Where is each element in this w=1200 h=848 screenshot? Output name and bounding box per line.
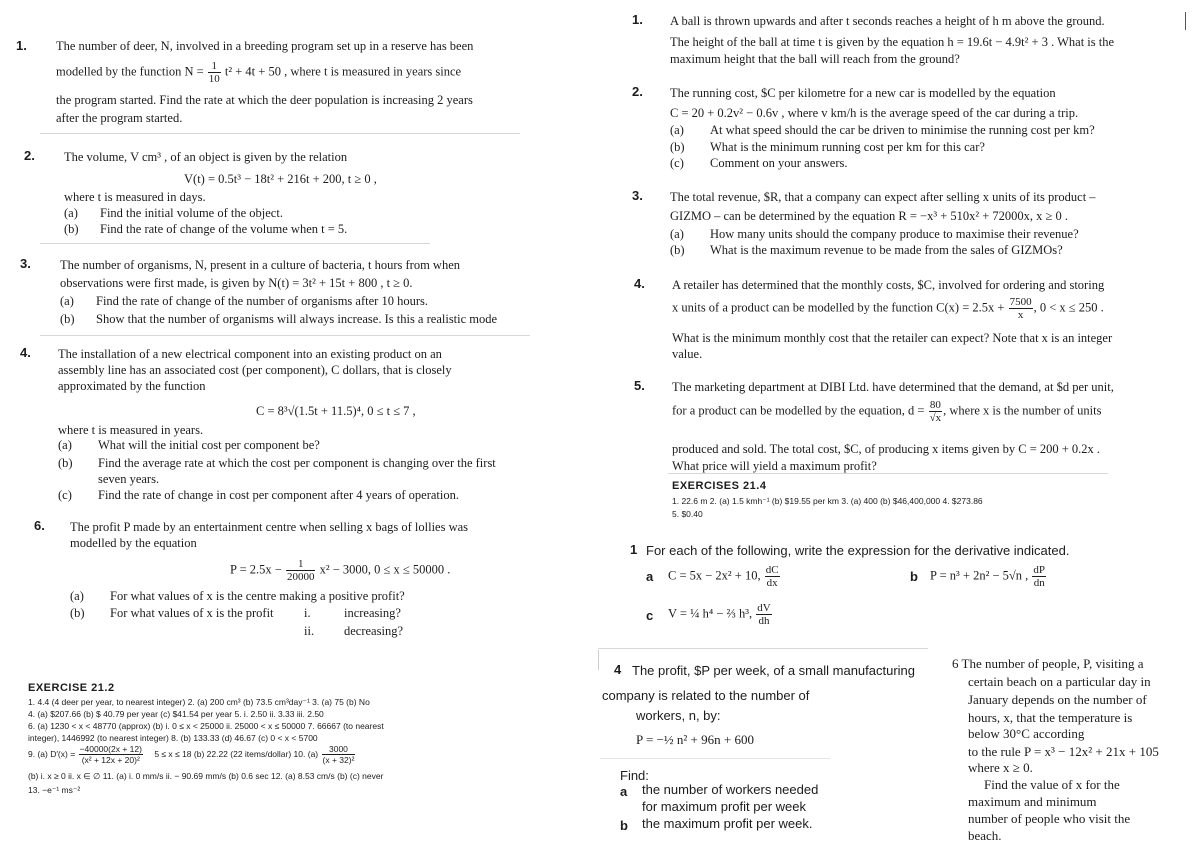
question-text: modelled by the equation [70, 536, 197, 550]
question-text: modelled by the function N = $\frac{1}{10}$ t² + 4t + 50 , where t is measured in years since [56, 60, 462, 85]
part-c: (c) Comment on your answers. [670, 156, 848, 170]
question-number: 1. [16, 38, 27, 53]
question-number: 2. [632, 84, 643, 99]
answer-line: 4. (a) $207.66 (b) $ 40.79 per year (c) $41.54 per year 5. i. 2.50 ii. 3.33 iii. 2.50 [28, 709, 324, 719]
question-text: where t is measured in days. [64, 190, 206, 204]
answer-line: 9. (a) D′(x) = $\frac{-40000(2x + 12)}{\text{(x² + 12x + 20)²}}$ 5 ≤ x ≤ 18 (b) 22.22 (22 items/dollar) 10. (a) $\frac{3000}{\text{(x + 32)²}}$ [28, 744, 355, 765]
answer-line: 5. $0.40 [672, 509, 703, 519]
part-b: the maximum profit per week. [642, 816, 813, 831]
question-text: GIZMO – can be determined by the equation R = −x³ + 510x² + 72000x, x ≥ 0 . [670, 209, 1069, 223]
part-b: (b) What is the minimum running cost per km for this car? [670, 140, 985, 154]
question-text: approximated by the function [58, 379, 206, 393]
question-text: observations were first made, is given by N(t) = 3t² + 15t + 800 , t ≥ 0. [60, 276, 413, 290]
question-number: 3. [632, 188, 643, 203]
question-text: maximum and minimum [968, 794, 1097, 809]
answer-line: 1. 4.4 (4 deer per year, to nearest integer) 2. (a) 200 cm³ (b) 73.5 cm³day⁻¹ 3. (a) 75 (b) No [28, 697, 370, 707]
question-text: Find the value of x for the [984, 777, 1120, 792]
question-number: 4 [614, 662, 622, 677]
answers-heading: EXERCISES 21.4 [672, 480, 767, 492]
question-text: What price will yield a maximum profit? [672, 459, 877, 473]
question-text: produced and sold. The total cost, $C, of producing x items given by C = 200 + 0.2x . [672, 442, 1101, 456]
question-text: The installation of a new electrical component into an existing product on an [58, 347, 442, 361]
part-label: c [646, 608, 654, 623]
part-c-expression: V = ¼ h⁴ − ⅔ h³, $\frac{dV}{dh}$ [668, 602, 771, 627]
question-text: value. [672, 347, 703, 361]
part-a: (a) For what values of x is the centre making a positive profit? [70, 589, 405, 603]
answers-heading: EXERCISE 21.2 [28, 682, 115, 694]
question-text: where x ≥ 0. [968, 760, 1033, 775]
fraction: $\frac{1}{10}$ [208, 60, 220, 85]
question-number: 1 [630, 542, 638, 557]
part-a: (a) Find the rate of change of the number of organisms after 10 hours. [60, 294, 428, 308]
question-text: The profit P made by an entertainment centre when selling x bags of lollies was [70, 520, 469, 534]
question-text: What is the minimum monthly cost that the retailer can expect? Note that x is an integer [672, 331, 1113, 345]
divider [40, 335, 530, 336]
part-a: (a) At what speed should the car be driven to minimise the running cost per km? [670, 123, 1095, 137]
part-b: (b) Show that the number of organisms will always increase. Is this a realistic mode [60, 312, 498, 326]
question-text: certain beach on a particular day in [968, 674, 1151, 689]
question-text: The running cost, $C per kilometre for a new car is modelled by the equation [670, 86, 1056, 100]
margin-mark [1185, 12, 1186, 30]
question-number: 5. [634, 378, 645, 393]
part-b: (b) For what values of x is the profit [70, 606, 274, 620]
part-b-continued: seven years. [98, 472, 160, 486]
part-a-expression: C = 5x − 2x² + 10, $\frac{dC}{dx}$ [668, 564, 779, 589]
question-number: 4. [20, 345, 31, 360]
question-text: January depends on the number of [968, 692, 1147, 707]
question-text: The marketing department at DIBI Ltd. have determined that the demand, at $d per unit, [672, 380, 1114, 394]
part-b: (b) Find the average rate at which the cost per component is changing over the first [58, 456, 496, 470]
find-label: Find: [620, 768, 649, 783]
part-b: (b) What is the maximum revenue to be made from the sales of GIZMOs? [670, 243, 1063, 257]
equation: V(t) = 0.5t³ − 18t² + 216t + 200, t ≥ 0 , [184, 172, 377, 186]
part-label: a [620, 784, 628, 799]
fraction: $\frac{80}{√x}$ [929, 399, 942, 424]
answer-line: (b) i. x ≥ 0 ii. x ∈ ∅ 11. (a) i. 0 mm/s ii. − 90.69 mm/s (b) 0.6 sec 12. (a) 8.53 cm/s (b) (c) never [28, 771, 384, 781]
part-a: (a) How many units should the company produce to maximise their revenue? [670, 227, 1079, 241]
divider [600, 758, 830, 759]
question-number: 2. [24, 148, 35, 163]
question-number: 3. [20, 256, 31, 271]
part-b-ii: ii. decreasing? [304, 624, 403, 638]
question-text: below 30°C according [968, 726, 1085, 741]
question-text: for a product can be modelled by the equation, d = $\frac{80}{√x}$ , where x is the number of units [672, 399, 1102, 424]
question-number: 4. [634, 276, 645, 291]
question-text: x units of a product can be modelled by the function C(x) = 2.5x + $\frac{7500}{x}$ , 0 < x ≤ 250 . [672, 296, 1104, 321]
question-text: A retailer has determined that the monthly costs, $C, involved for ordering and storing [672, 278, 1105, 292]
part-label: b [910, 569, 918, 584]
question-text: to the rule P = x³ − 12x² + 21x + 105 [968, 744, 1159, 759]
fraction: $\frac{dP}{dn}$ [1033, 564, 1045, 589]
question-text: The profit, $P per week, of a small manufacturing [632, 663, 916, 678]
question-number: 6. [34, 518, 45, 533]
question-text: assembly line has an associated cost (per component), C dollars, that is closely [58, 363, 452, 377]
question-text: company is related to the number of [602, 688, 810, 703]
question-text: where t is measured in years. [58, 423, 204, 437]
part-a: (a) What will the initial cost per component be? [58, 438, 320, 452]
question-text: 6 The number of people, P, visiting a [952, 656, 1144, 671]
question-text: after the program started. [56, 111, 183, 125]
question-text: A ball is thrown upwards and after t seconds reaches a height of h m above the ground. [670, 14, 1105, 28]
part-c: (c) Find the rate of change in cost per component after 4 years of operation. [58, 488, 459, 502]
fraction: $\frac{dC}{dx}$ [765, 564, 779, 589]
question-text: number of people who visit the [968, 811, 1131, 826]
box-edge [598, 650, 599, 670]
answer-line: 13. −e⁻¹ ms⁻² [28, 785, 81, 795]
fraction: $\frac{-40000(2x + 12)}{\text{(x² + 12x + 20)²}}$ [79, 744, 142, 765]
question-text: maximum height that the ball will reach from the ground? [670, 52, 960, 66]
question-text: workers, n, by: [636, 708, 721, 723]
part-b-i: i. increasing? [304, 606, 401, 620]
question-number: 6 [952, 656, 959, 671]
part-a: the number of workers needed [642, 782, 819, 797]
question-text: The height of the ball at time t is given by the equation h = 19.6t − 4.9t² + 3 . What is the [670, 35, 1115, 49]
question-number: 1. [632, 12, 643, 27]
part-a: (a) Find the initial volume of the object. [64, 206, 283, 220]
question-text: C = 20 + 0.2v² − 0.6v , where v km/h is the average speed of the car during a trip. [670, 106, 1079, 120]
equation: C = 8³√(1.5t + 11.5)⁴, 0 ≤ t ≤ 7 , [256, 404, 416, 418]
answer-line: integer), 1446992 (to nearest integer) 8. (b) 133.33 (d) 46.67 (c) 0 < x < 5700 [28, 733, 318, 743]
divider [598, 648, 928, 649]
question-text: beach. [968, 828, 1002, 843]
divider [668, 473, 1108, 474]
question-text: The number of deer, N, involved in a breeding program set up in a reserve has been [56, 39, 474, 53]
question-text: For each of the following, write the expression for the derivative indicated. [646, 543, 1070, 558]
answer-line: 6. (a) 1230 < x < 48770 (approx) (b) i. 0 ≤ x < 25000 ii. 25000 < x ≤ 50000 7. 66667 (to nearest [28, 721, 384, 731]
question-text: hours, x, that the temperature is [968, 710, 1133, 725]
part-label: b [620, 818, 628, 833]
part-b-expression: P = n³ + 2n² − 5√n , $\frac{dP}{dn}$ [930, 564, 1045, 589]
fraction: $\frac{3000}{\text{(x + 32)²}}$ [322, 744, 355, 765]
fraction: $\frac{dV}{dh}$ [757, 602, 771, 627]
equation: P = −½ n² + 96n + 600 [636, 732, 754, 747]
question-text: The volume, V cm³ , of an object is given by the relation [64, 150, 348, 164]
equation: P = 2.5x − $\frac{1}{20000}$ x² − 3000, 0 ≤ x ≤ 50000 . [230, 558, 451, 583]
answer-line: 1. 22.6 m 2. (a) 1.5 kmh⁻¹ (b) $19.55 per km 3. (a) 400 (b) $46,400,000 4. $273.86 [672, 496, 983, 506]
divider [40, 243, 430, 244]
fraction: $\frac{7500}{x}$ [1009, 296, 1032, 321]
question-text: The number of organisms, N, present in a culture of bacteria, t hours from when [60, 258, 460, 272]
part-b: (b) Find the rate of change of the volume when t = 5. [64, 222, 348, 236]
divider [40, 133, 520, 134]
question-text: the program started. Find the rate at which the deer population is increasing 2 years [56, 93, 473, 107]
part-a-continued: for maximum profit per week [642, 799, 806, 814]
part-label: a [646, 569, 654, 584]
question-text: The total revenue, $R, that a company can expect after selling x units of its product – [670, 190, 1096, 204]
fraction: $\frac{1}{20000}$ [286, 558, 315, 583]
